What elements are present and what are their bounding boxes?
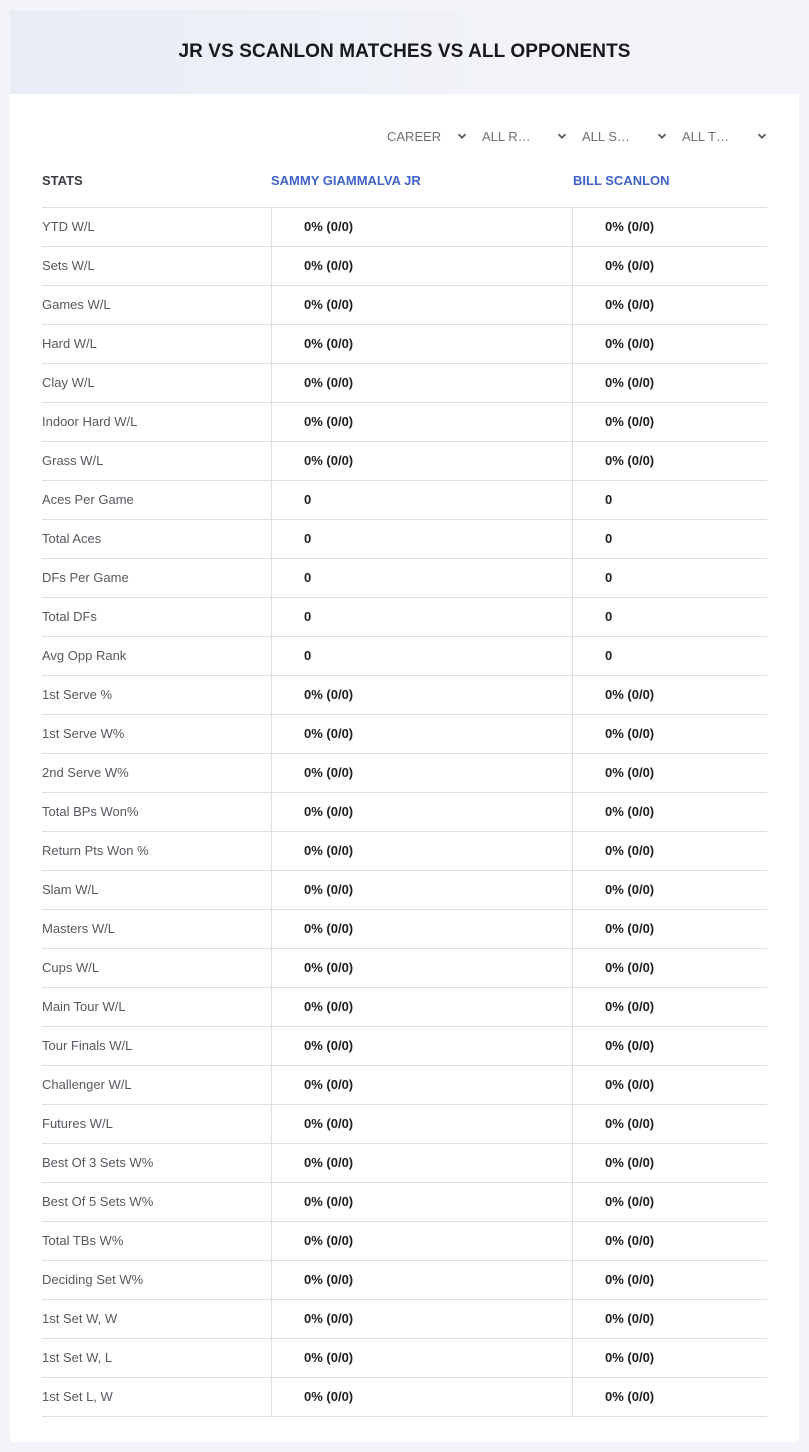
player2-cell: [572, 481, 767, 520]
player2-cell: [572, 1144, 767, 1183]
player1-value: 0: [304, 531, 312, 546]
player2-value: 0: [605, 609, 613, 624]
player1-value: 0% (0/0): [304, 414, 354, 429]
table-row: [42, 676, 767, 715]
player1-cell: [271, 247, 573, 286]
player2-cell: [572, 793, 767, 832]
player1-value: 0% (0/0): [304, 1389, 354, 1404]
stat-label: Hard W/L: [42, 336, 97, 351]
player1-cell: [271, 910, 573, 949]
player1-value: 0: [304, 609, 312, 624]
table-row: [42, 871, 767, 910]
stats-table: [42, 160, 767, 1417]
stat-label: 1st Serve W%: [42, 726, 125, 741]
table-row: [42, 910, 767, 949]
player2-link[interactable]: BILL SCANLON: [573, 173, 670, 188]
table-row: [42, 715, 767, 754]
player2-value: 0% (0/0): [605, 336, 655, 351]
player2-value: 0% (0/0): [605, 1389, 655, 1404]
stats-column-header: STATS: [42, 173, 83, 188]
player1-cell: [271, 1378, 573, 1417]
player1-value: 0% (0/0): [304, 687, 354, 702]
stat-label: Challenger W/L: [42, 1077, 132, 1092]
table-body: [42, 208, 767, 1417]
player1-cell: [271, 1300, 573, 1339]
table-row: [42, 1027, 767, 1066]
table-row: [42, 325, 767, 364]
period-select[interactable]: [387, 124, 467, 148]
player1-value: 0% (0/0): [304, 336, 354, 351]
table-row: [42, 1105, 767, 1144]
player2-value: 0% (0/0): [605, 1155, 655, 1170]
player1-cell: [271, 559, 573, 598]
table-row: [42, 1339, 767, 1378]
player2-cell: [572, 871, 767, 910]
table-row: [42, 1183, 767, 1222]
stat-label: Masters W/L: [42, 921, 115, 936]
page-title: JR VS SCANLON MATCHES VS ALL OPPONENTS: [178, 41, 631, 62]
player1-value: 0% (0/0): [304, 804, 354, 819]
player1-value: 0% (0/0): [304, 1077, 354, 1092]
table-row: [42, 286, 767, 325]
chevron-down-icon: [557, 131, 567, 141]
chevron-down-icon: [757, 131, 767, 141]
player1-value: 0% (0/0): [304, 843, 354, 858]
stat-label: Slam W/L: [42, 882, 99, 897]
player2-value: 0% (0/0): [605, 765, 655, 780]
table-row: [42, 559, 767, 598]
player2-value: 0% (0/0): [605, 1194, 655, 1209]
period-select-value: CAREER: [387, 128, 442, 144]
player2-value: 0% (0/0): [605, 414, 655, 429]
player1-value: 0% (0/0): [304, 999, 354, 1014]
player1-cell: [271, 949, 573, 988]
round-select[interactable]: [482, 124, 567, 148]
stat-label: 1st Set W, L: [42, 1350, 113, 1365]
stat-label: Aces Per Game: [42, 492, 134, 507]
player1-cell: [271, 754, 573, 793]
player2-value: 0% (0/0): [605, 258, 655, 273]
stat-label: 1st Set L, W: [42, 1389, 113, 1404]
player2-value: 0% (0/0): [605, 1311, 655, 1326]
stat-label: Games W/L: [42, 297, 111, 312]
player1-value: 0: [304, 492, 312, 507]
player2-value: 0: [605, 492, 613, 507]
player2-cell: [572, 1105, 767, 1144]
player2-cell: [572, 676, 767, 715]
player1-cell: [271, 442, 573, 481]
stat-label: Total Aces: [42, 531, 102, 546]
player2-cell: [572, 325, 767, 364]
stat-label: Tour Finals W/L: [42, 1038, 133, 1053]
table-row: [42, 598, 767, 637]
player2-value: 0: [605, 531, 613, 546]
player1-value: 0% (0/0): [304, 1311, 354, 1326]
player2-value: 0% (0/0): [605, 1116, 655, 1131]
player1-value: 0% (0/0): [304, 1155, 354, 1170]
stat-label: Total TBs W%: [42, 1233, 124, 1248]
chevron-down-icon: [457, 131, 467, 141]
player1-value: 0% (0/0): [304, 1038, 354, 1053]
player1-value: 0% (0/0): [304, 219, 354, 234]
player2-cell: [572, 949, 767, 988]
player2-value: 0% (0/0): [605, 297, 655, 312]
player1-value: 0% (0/0): [304, 297, 354, 312]
player1-cell: [271, 1183, 573, 1222]
table-row: [42, 364, 767, 403]
player2-cell: [572, 715, 767, 754]
player1-cell: [271, 1027, 573, 1066]
player2-value: 0% (0/0): [605, 1350, 655, 1365]
player1-cell: [271, 871, 573, 910]
table-row: [42, 1300, 767, 1339]
player1-cell: [271, 715, 573, 754]
stat-label: Deciding Set W%: [42, 1272, 144, 1287]
player1-value: 0: [304, 648, 312, 663]
stat-label: Grass W/L: [42, 453, 104, 468]
player1-cell: [271, 988, 573, 1027]
player2-cell: [572, 520, 767, 559]
player2-value: 0% (0/0): [605, 1233, 655, 1248]
player2-cell: [572, 832, 767, 871]
player2-value: 0% (0/0): [605, 882, 655, 897]
table-row: [42, 403, 767, 442]
stat-label: Main Tour W/L: [42, 999, 126, 1014]
player2-cell: [572, 1183, 767, 1222]
table-header: [42, 160, 767, 208]
player1-cell: [271, 208, 573, 247]
player2-value: 0: [605, 648, 613, 663]
player2-cell: [572, 598, 767, 637]
chevron-down-icon: [657, 131, 667, 141]
player1-cell: [271, 286, 573, 325]
player1-value: 0% (0/0): [304, 453, 354, 468]
player2-value: 0% (0/0): [605, 843, 655, 858]
table-row: [42, 832, 767, 871]
table-row: [42, 481, 767, 520]
stats-card: [10, 10, 799, 1442]
table-row: [42, 1066, 767, 1105]
player2-cell: [572, 1027, 767, 1066]
player1-value: 0% (0/0): [304, 1272, 354, 1287]
surface-select[interactable]: [582, 124, 667, 148]
round-select-value: ALL R…: [482, 128, 531, 144]
player2-value: 0% (0/0): [605, 804, 655, 819]
table-row: [42, 988, 767, 1027]
player1-cell: [271, 364, 573, 403]
player1-cell: [271, 1144, 573, 1183]
player1-cell: [271, 1339, 573, 1378]
player1-value: 0% (0/0): [304, 960, 354, 975]
player1-cell: [271, 1105, 573, 1144]
stat-label: Best Of 5 Sets W%: [42, 1194, 154, 1209]
player2-cell: [572, 988, 767, 1027]
player1-cell: [271, 1066, 573, 1105]
player1-cell: [271, 481, 573, 520]
table-row: [42, 247, 767, 286]
table-row: [42, 637, 767, 676]
player2-cell: [572, 1261, 767, 1300]
player1-cell: [271, 520, 573, 559]
player1-value: 0% (0/0): [304, 882, 354, 897]
player1-value: 0% (0/0): [304, 1116, 354, 1131]
table-row: [42, 949, 767, 988]
player2-cell: [572, 754, 767, 793]
stat-label: Indoor Hard W/L: [42, 414, 138, 429]
player2-cell: [572, 247, 767, 286]
stat-label: 1st Serve %: [42, 687, 113, 702]
player2-value: 0% (0/0): [605, 375, 655, 390]
player1-cell: [271, 676, 573, 715]
player1-cell: [271, 598, 573, 637]
table-row: [42, 520, 767, 559]
stat-label: Total DFs: [42, 609, 97, 624]
stat-label: 1st Set W, W: [42, 1311, 118, 1326]
player2-cell: [572, 1300, 767, 1339]
stat-label: Total BPs Won%: [42, 804, 139, 819]
player1-value: 0: [304, 570, 312, 585]
player2-cell: [572, 208, 767, 247]
table-row: [42, 1144, 767, 1183]
player2-value: 0% (0/0): [605, 960, 655, 975]
card-header: [10, 10, 799, 94]
player2-cell: [572, 1378, 767, 1417]
table-row: [42, 754, 767, 793]
stat-label: Clay W/L: [42, 375, 95, 390]
stat-label: YTD W/L: [42, 219, 95, 234]
player2-cell: [572, 1222, 767, 1261]
player2-cell: [572, 910, 767, 949]
player1-value: 0% (0/0): [304, 726, 354, 741]
player2-value: 0% (0/0): [605, 1077, 655, 1092]
stat-label: Avg Opp Rank: [42, 648, 127, 663]
stat-label: Return Pts Won %: [42, 843, 149, 858]
player1-cell: [271, 403, 573, 442]
player1-value: 0% (0/0): [304, 921, 354, 936]
table-row: [42, 208, 767, 247]
tournament-select[interactable]: [682, 124, 767, 148]
table-row: [42, 442, 767, 481]
surface-select-value: ALL S…: [582, 128, 630, 144]
player1-cell: [271, 325, 573, 364]
stat-label: Cups W/L: [42, 960, 100, 975]
player1-value: 0% (0/0): [304, 375, 354, 390]
player2-value: 0% (0/0): [605, 921, 655, 936]
player1-value: 0% (0/0): [304, 1194, 354, 1209]
player2-cell: [572, 442, 767, 481]
player2-value: 0% (0/0): [605, 453, 655, 468]
player2-value: 0: [605, 570, 613, 585]
player1-link[interactable]: SAMMY GIAMMALVA JR: [271, 173, 421, 188]
stat-label: 2nd Serve W%: [42, 765, 129, 780]
table-row: [42, 1378, 767, 1417]
player1-value: 0% (0/0): [304, 1233, 354, 1248]
player1-cell: [271, 832, 573, 871]
player1-value: 0% (0/0): [304, 765, 354, 780]
player2-value: 0% (0/0): [605, 726, 655, 741]
stat-label: Best Of 3 Sets W%: [42, 1155, 154, 1170]
stat-label: Sets W/L: [42, 258, 95, 273]
stat-label: DFs Per Game: [42, 570, 129, 585]
player1-cell: [271, 793, 573, 832]
player2-value: 0% (0/0): [605, 687, 655, 702]
filter-bar: [387, 124, 767, 148]
player2-cell: [572, 637, 767, 676]
player2-cell: [572, 1339, 767, 1378]
player2-cell: [572, 286, 767, 325]
player2-value: 0% (0/0): [605, 1038, 655, 1053]
tournament-select-value: ALL T…: [682, 128, 729, 144]
table-row: [42, 1222, 767, 1261]
player2-cell: [572, 364, 767, 403]
player2-value: 0% (0/0): [605, 999, 655, 1014]
table-row: [42, 1261, 767, 1300]
player2-value: 0% (0/0): [605, 1272, 655, 1287]
player1-cell: [271, 1261, 573, 1300]
player2-cell: [572, 403, 767, 442]
player1-cell: [271, 637, 573, 676]
player1-value: 0% (0/0): [304, 1350, 354, 1365]
table-row: [42, 793, 767, 832]
player2-cell: [572, 1066, 767, 1105]
player1-cell: [271, 1222, 573, 1261]
player2-cell: [572, 559, 767, 598]
player1-value: 0% (0/0): [304, 258, 354, 273]
player2-value: 0% (0/0): [605, 219, 655, 234]
stat-label: Futures W/L: [42, 1116, 113, 1131]
